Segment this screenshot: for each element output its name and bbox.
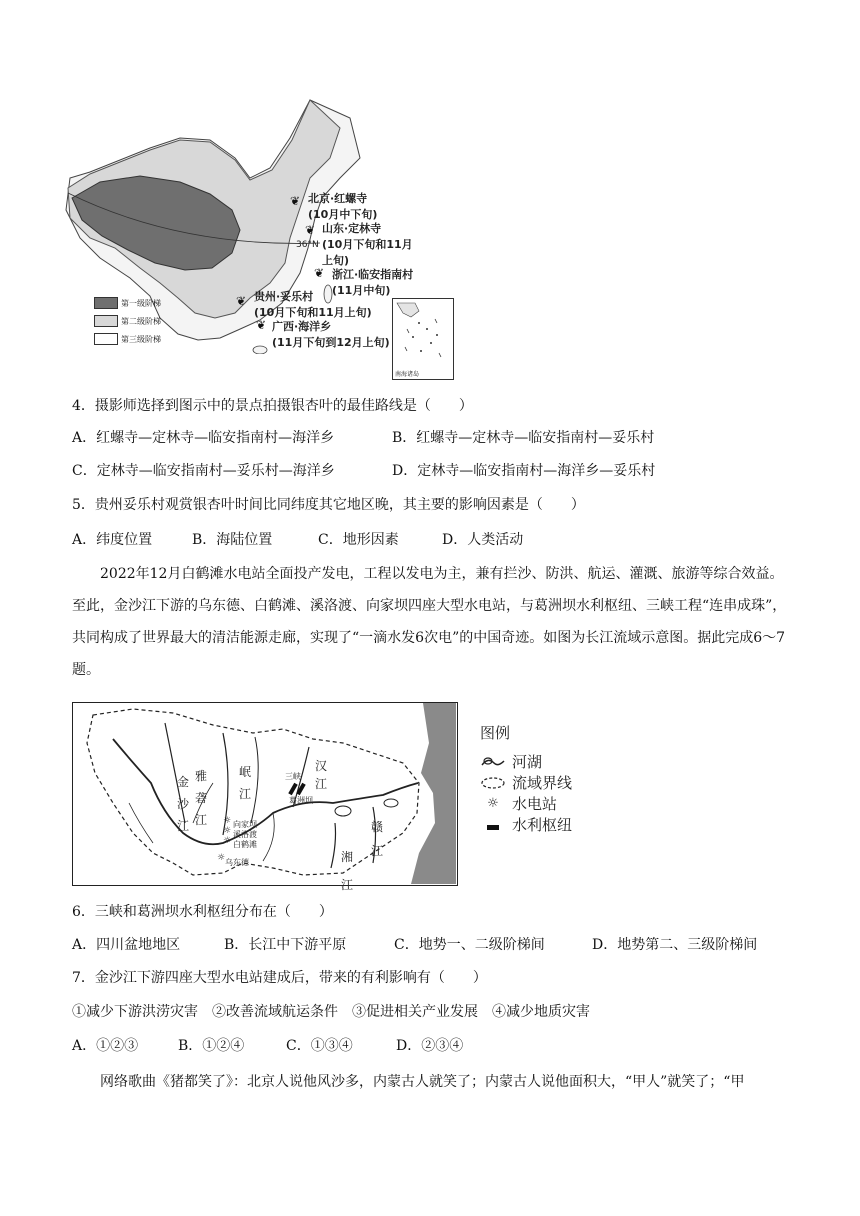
- river-char: 江: [315, 777, 328, 791]
- q7-option-c: C．①③④: [286, 1038, 353, 1054]
- q6-option-d: D．地势第二、三级阶梯间: [592, 937, 758, 953]
- latitude-label: 36°N: [296, 240, 319, 250]
- river-char: 江: [341, 878, 354, 892]
- place-wudongde: 乌东德: [225, 858, 249, 867]
- legend-swatch: [94, 333, 118, 345]
- legend-label: 河湖: [512, 753, 543, 771]
- site-time: (11月下旬到12月上旬): [272, 336, 390, 349]
- place-gezhouba: 葛洲坝: [289, 796, 313, 805]
- river-char: 雅: [195, 769, 208, 783]
- legend-item: [94, 294, 161, 312]
- hydropower-station-icon: ☼: [223, 826, 232, 836]
- inset-caption: 南海诸岛: [395, 371, 420, 378]
- river-char: 金: [177, 775, 190, 789]
- passage-text: 网络歌曲《猪都笑了》：北京人说他风沙多，内蒙古人就笑了；内蒙古人说他面积大，“甲人”就笑了；“甲: [100, 1074, 745, 1090]
- legend-label: 第三级阶梯: [121, 334, 161, 344]
- place-sanxia: 三峡: [285, 772, 301, 781]
- place-xiluodu: 溪洛渡: [233, 830, 257, 839]
- site-name: 广西·海洋乡: [272, 320, 332, 333]
- q7-items: ①减少下游洪涝灾害 ②改善流域航运条件 ③促进相关产业发展 ④减少地质灾害: [72, 1004, 590, 1020]
- hydropower-station-icon: ☼: [217, 853, 226, 863]
- site-time: (11月中旬): [332, 284, 391, 297]
- place-xiangjiaba: 向家坝: [233, 820, 257, 829]
- china-terrain-map: [60, 98, 420, 378]
- legend-label: 第二级阶梯: [121, 316, 161, 326]
- legend-label: 水利枢纽: [512, 816, 573, 834]
- river-label-han: [315, 757, 327, 793]
- site-tuole: [254, 288, 372, 320]
- site-dinglin: [322, 220, 420, 268]
- q7-option-b: B．①②④: [178, 1038, 245, 1054]
- q6-option-c: C．地势一、二级阶梯间: [394, 937, 545, 953]
- yangtze-basin-graphic: [73, 703, 456, 884]
- question-5-stem: 5．贵州妥乐村观赏银杏叶时间比同纬度其它地区晚，其主要的影响因素是（ ）: [72, 497, 585, 513]
- site-name: 浙江·临安指南村: [332, 268, 414, 281]
- hydropower-station-icon: ☼: [487, 796, 499, 811]
- south-china-sea-inset: [392, 298, 454, 380]
- river-char: 汉: [315, 759, 328, 773]
- river-char: 赣: [371, 820, 384, 834]
- ginkgo-icon: ❦: [236, 294, 247, 308]
- q4-option-c: C．定林寺—临安指南村—妥乐村—海洋乡: [72, 463, 335, 479]
- legend-item: [94, 330, 161, 348]
- q6-option-a: A．四川盆地地区: [72, 937, 181, 953]
- legend-item: [480, 793, 572, 814]
- yangtze-map-legend: [480, 722, 572, 835]
- river-char: 沙: [177, 797, 190, 811]
- river-char: 江: [177, 819, 190, 833]
- site-time: (10月中下旬): [308, 208, 378, 221]
- question-7-stem: 7．金沙江下游四座大型水电站建成后，带来的有利影响有（ ）: [72, 970, 487, 986]
- water-hub-icon: [480, 815, 506, 834]
- yangtze-basin-map: [72, 702, 458, 892]
- legend-title: 图例: [480, 724, 511, 742]
- site-time: (10月下旬和11月上旬): [254, 306, 372, 319]
- question-6-stem: 6．三峡和葛洲坝水利枢纽分布在（ ）: [72, 904, 333, 920]
- river-char: 湘: [341, 850, 354, 864]
- map1-legend: [94, 294, 161, 348]
- place-baihetan: 白鹤滩: [233, 840, 257, 849]
- river-label-min: [239, 761, 251, 805]
- river-lake-icon: [480, 755, 506, 769]
- q7-option-a: A．①②③: [72, 1038, 139, 1054]
- site-name: 贵州·妥乐村: [254, 290, 314, 303]
- q5-option-c: C．地形因素: [318, 532, 399, 548]
- river-char: 江: [239, 787, 252, 801]
- legend-swatch: [94, 315, 118, 327]
- river-char: 江: [195, 813, 208, 827]
- legend-swatch: [94, 297, 118, 309]
- river-label-yalong: [195, 765, 207, 831]
- q7-option-d: D．②③④: [396, 1038, 464, 1054]
- river-label-gan: [371, 815, 383, 863]
- ginkgo-icon: ❦: [290, 194, 301, 208]
- q4-option-a: A．红螺寺—定林寺—临安指南村—海洋乡: [72, 430, 335, 446]
- q5-option-b: B．海陆位置: [192, 532, 273, 548]
- river-char: 岷: [239, 765, 252, 779]
- site-haiyang: [272, 318, 390, 350]
- hydropower-station-icon: ☼: [223, 836, 232, 846]
- ginkgo-icon: ❦: [305, 223, 316, 237]
- q4-option-b: B．红螺寺—定林寺—临安指南村—妥乐村: [392, 430, 655, 446]
- inset-graphic: [393, 299, 453, 369]
- basin-boundary-icon: [480, 776, 506, 790]
- river-label-xiang: [341, 843, 353, 899]
- passage-baihetan: [72, 558, 796, 686]
- site-time: (10月下旬和11月上旬): [322, 238, 413, 267]
- q4-option-d: D．定林寺—临安指南村—海洋乡—妥乐村: [392, 463, 656, 479]
- site-hongluo: [308, 190, 377, 222]
- river-label-jinsha: [177, 771, 189, 837]
- legend-label: 水电站: [512, 795, 558, 813]
- legend-item: [480, 814, 572, 835]
- legend-label: 第一级阶梯: [121, 298, 161, 308]
- legend-item: [480, 751, 572, 772]
- site-name: 山东·定林寺: [322, 222, 382, 235]
- legend-item: [480, 772, 572, 793]
- ginkgo-icon: ❦: [256, 318, 267, 332]
- passage-text: 2022年12月白鹤滩水电站全面投产发电，工程以发电为主，兼有拦沙、防洪、航运、灌溉、旅游等综合效益。至此，金沙江下游的乌东德、白鹤滩、溪洛渡、向家坝四座大型水电站，与葛洲坝水利枢纽、三峡工程“连串成珠”，共同构成了世界最大的清洁能源走廊，实现了“一滴水发6次电”的中国奇迹。如图为长江流域示意图。据此完成6～7题。: [72, 566, 787, 678]
- legend-item: [94, 312, 161, 330]
- legend-label: 流域界线: [512, 774, 573, 792]
- ginkgo-icon: ❦: [314, 266, 325, 280]
- site-name: 北京·红螺寺: [308, 192, 368, 205]
- q6-option-b: B．长江中下游平原: [224, 937, 347, 953]
- river-char: 砻: [195, 791, 208, 805]
- question-4-stem: 4．摄影师选择到图示中的景点拍摄银杏叶的最佳路线是（ ）: [72, 398, 473, 414]
- river-char: 江: [371, 844, 384, 858]
- hydropower-station-icon: ☼: [223, 816, 232, 826]
- passage-song: [72, 1072, 796, 1092]
- q5-option-a: A．纬度位置: [72, 532, 153, 548]
- q5-option-d: D．人类活动: [442, 532, 524, 548]
